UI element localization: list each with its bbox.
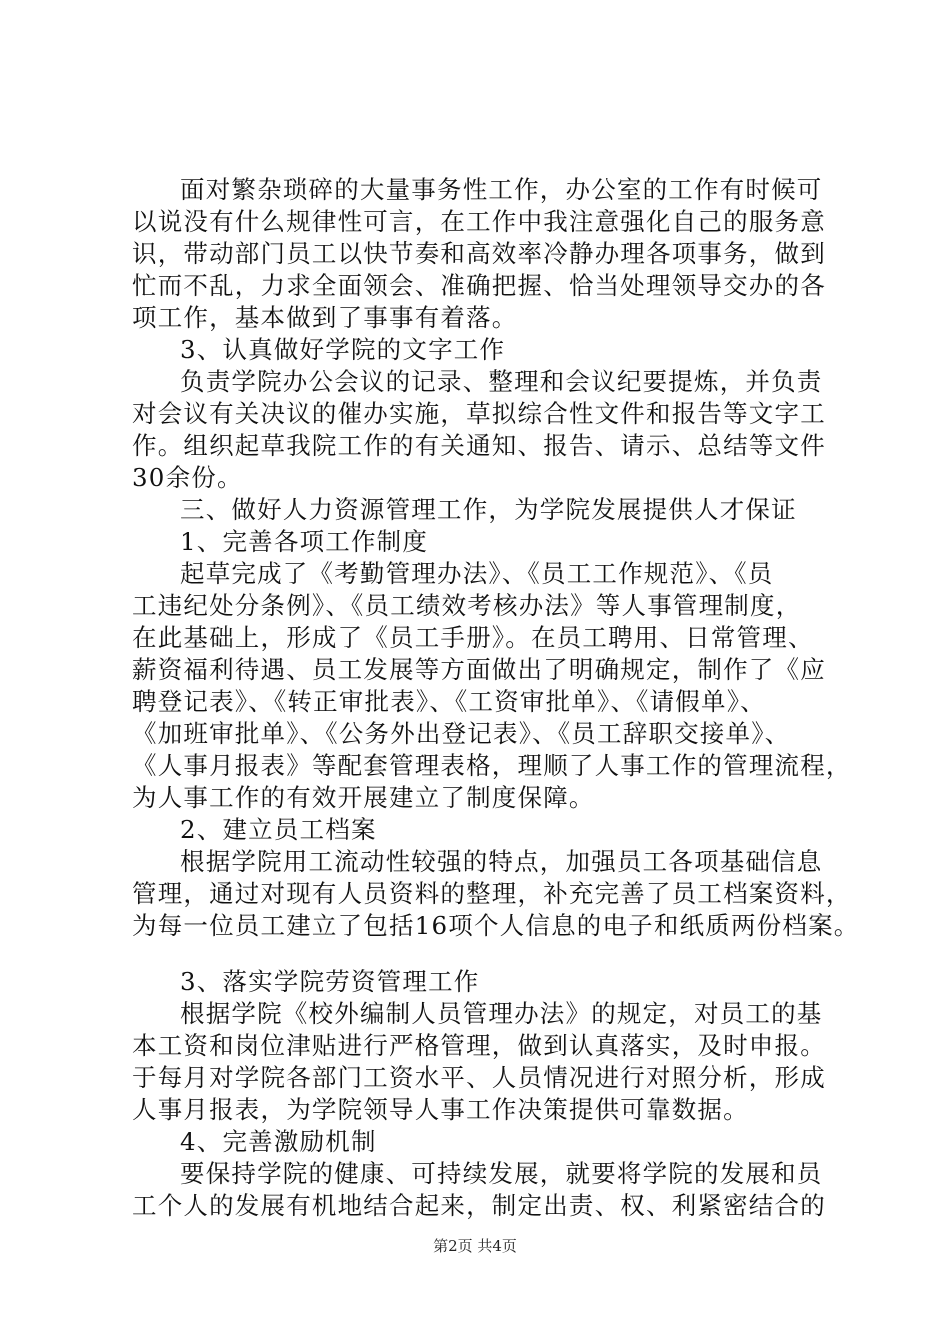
text-line: 为人事工作的有效开展建立了制度保障。	[132, 783, 595, 812]
text-line: 对会议有关决议的催办实施，草拟综合性文件和报告等文字工	[132, 399, 826, 428]
text-line: 根据学院用工流动性较强的特点，加强员工各项基础信息	[180, 847, 823, 876]
text-line: 根据学院《校外编制人员管理办法》的规定，对员工的基	[180, 999, 823, 1028]
text-line: 聘登记表》、《转正审批表》、《工资审批单》、《请假单》、	[132, 687, 766, 716]
text-line: 项工作，基本做到了事事有着落。	[132, 303, 518, 332]
text-line: 工违纪处分条例》、《员工绩效考核办法》等人事管理制度，	[132, 591, 802, 620]
text-line: 起草完成了《考勤管理办法》、《员工工作规范》、《员	[180, 559, 774, 588]
text-line: 负责学院办公会议的记录、整理和会议纪要提炼，并负责	[180, 367, 823, 396]
text-line: 人事月报表，为学院领导人事工作决策提供可靠数据。	[132, 1095, 749, 1124]
text-line: 以说没有什么规律性可言，在工作中我注意强化自己的服务意	[132, 207, 826, 236]
text-line: 本工资和岗位津贴进行严格管理，做到认真落实，及时申报。	[132, 1031, 826, 1060]
section-heading: 4、完善激励机制	[180, 1127, 377, 1156]
text-line: 管理，通过对现有人员资料的整理，补充完善了员工档案资料，	[132, 879, 852, 908]
section-heading: 3、落实学院劳资管理工作	[180, 967, 480, 996]
section-heading: 1、完善各项工作制度	[180, 527, 429, 556]
section-heading: 三、做好人力资源管理工作，为学院发展提供人才保证	[180, 495, 797, 524]
text-line: 忙而不乱，力求全面领会、准确把握、恰当处理领导交办的各	[132, 271, 826, 300]
text-line: 《人事月报表》等配套管理表格，理顺了人事工作的管理流程，	[132, 751, 852, 780]
text-line: 面对繁杂琐碎的大量事务性工作，办公室的工作有时候可	[180, 175, 823, 204]
section-heading: 2、建立员工档案	[180, 815, 377, 844]
section-heading: 3、认真做好学院的文字工作	[180, 335, 506, 364]
page-footer: 第2页 共4页	[433, 1237, 517, 1255]
text-line: 30余份。	[132, 463, 243, 492]
text-line: 工个人的发展有机地结合起来，制定出责、权、利紧密结合的	[132, 1191, 826, 1220]
text-line: 于每月对学院各部门工资水平、人员情况进行对照分析，形成	[132, 1063, 826, 1092]
text-line: 在此基础上，形成了《员工手册》。在员工聘用、日常管理、	[132, 623, 814, 652]
text-line: 作。组织起草我院工作的有关通知、报告、请示、总结等文件	[132, 431, 826, 460]
text-line: 薪资福利待遇、员工发展等方面做出了明确规定，制作了《应	[132, 655, 826, 684]
text-line: 为每一位员工建立了包括16项个人信息的电子和纸质两份档案。	[132, 911, 860, 940]
text-line: 《加班审批单》、《公务外出登记表》、《员工辞职交接单》、	[132, 719, 791, 748]
text-line: 要保持学院的健康、可持续发展，就要将学院的发展和员	[180, 1159, 823, 1188]
text-line: 识，带动部门员工以快节奏和高效率冷静办理各项事务，做到	[132, 239, 826, 268]
